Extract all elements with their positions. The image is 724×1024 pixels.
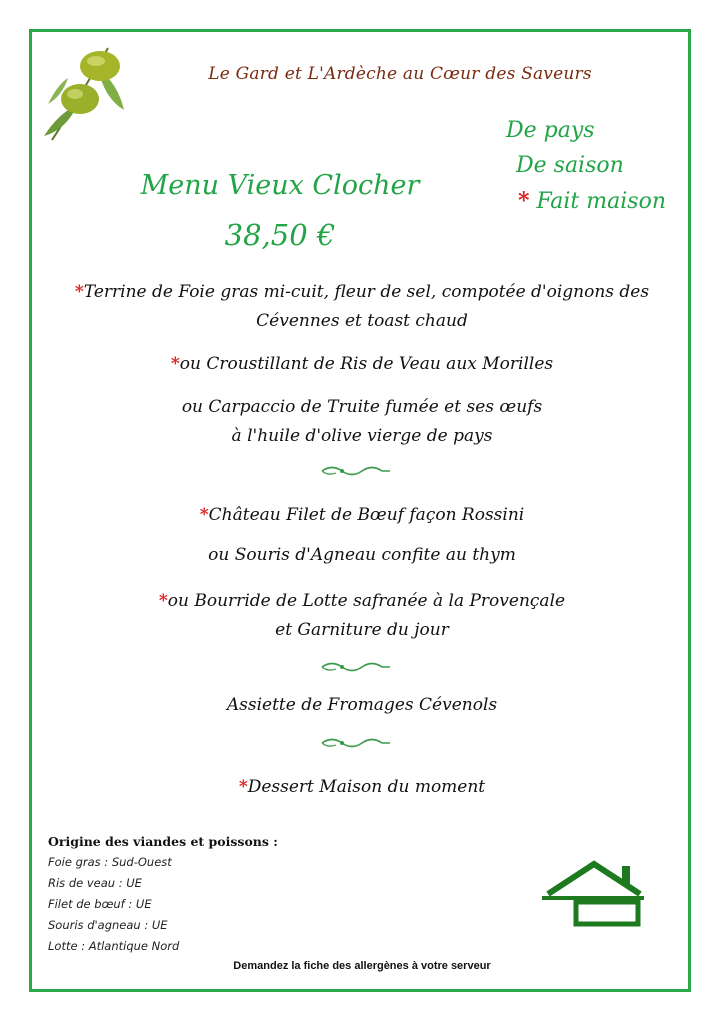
dish-line: ou Carpaccio de Truite fumée et ses œufs bbox=[181, 397, 543, 417]
star-marker: * bbox=[518, 188, 530, 214]
dish-item bbox=[40, 278, 684, 336]
menu-price: 38,50 € bbox=[224, 218, 336, 252]
house-logo-icon bbox=[540, 858, 650, 930]
star-marker: * bbox=[199, 505, 209, 525]
star-marker: * bbox=[74, 282, 84, 302]
origin-item: Foie gras : Sud-Ouest bbox=[48, 855, 172, 869]
dish-item bbox=[40, 501, 684, 530]
dish-line: Château Filet de Bœuf façon Rossini bbox=[208, 505, 525, 525]
menu-title: Menu Vieux Clocher bbox=[140, 170, 420, 201]
dish-line: ou Souris d'Agneau confite au thym bbox=[208, 545, 516, 565]
dish-item bbox=[40, 541, 684, 570]
dish-line: Assiette de Fromages Cévenols bbox=[226, 695, 498, 715]
origin-title: Origine des viandes et poissons : bbox=[48, 834, 278, 849]
badge-de-saison: De saison bbox=[516, 153, 624, 178]
origin-item: Lotte : Atlantique Nord bbox=[48, 939, 180, 953]
olive-branch-icon bbox=[38, 44, 128, 144]
restaurant-tagline: Le Gard et L'Ardèche au Cœur des Saveurs bbox=[208, 64, 592, 84]
origin-item: Ris de veau : UE bbox=[48, 876, 142, 890]
dish-line: à l'huile d'olive vierge de pays bbox=[231, 426, 493, 446]
badge-fait-maison bbox=[518, 188, 666, 214]
origin-item: Filet de bœuf : UE bbox=[48, 897, 152, 911]
flourish-divider-icon bbox=[318, 734, 394, 752]
origin-item: Souris d'agneau : UE bbox=[48, 918, 168, 932]
dish-item bbox=[40, 773, 684, 802]
flourish-divider-icon bbox=[318, 462, 394, 480]
dish-line: ou Bourride de Lotte safranée à la Provençale bbox=[167, 591, 566, 611]
star-marker: * bbox=[158, 591, 168, 611]
badge-fait-maison-label: Fait maison bbox=[529, 189, 666, 214]
dish-line: Cévennes et toast chaud bbox=[256, 311, 468, 331]
dish-line: et Garniture du jour bbox=[275, 620, 449, 640]
flourish-divider-icon bbox=[318, 658, 394, 676]
allergen-notice: Demandez la fiche des allergènes à votre serveur bbox=[233, 960, 491, 972]
dish-line: ou Croustillant de Ris de Veau aux Morilles bbox=[179, 354, 554, 374]
dish-item bbox=[40, 691, 684, 720]
dish-item bbox=[40, 393, 684, 451]
dish-line: Terrine de Foie gras mi-cuit, fleur de sel, compotée d'oignons des bbox=[83, 282, 650, 302]
dish-item bbox=[40, 350, 684, 379]
badge-de-pays: De pays bbox=[506, 118, 595, 143]
dish-line: Dessert Maison du moment bbox=[247, 777, 486, 797]
star-marker: * bbox=[170, 354, 180, 374]
dish-item bbox=[40, 587, 684, 645]
star-marker: * bbox=[238, 777, 248, 797]
